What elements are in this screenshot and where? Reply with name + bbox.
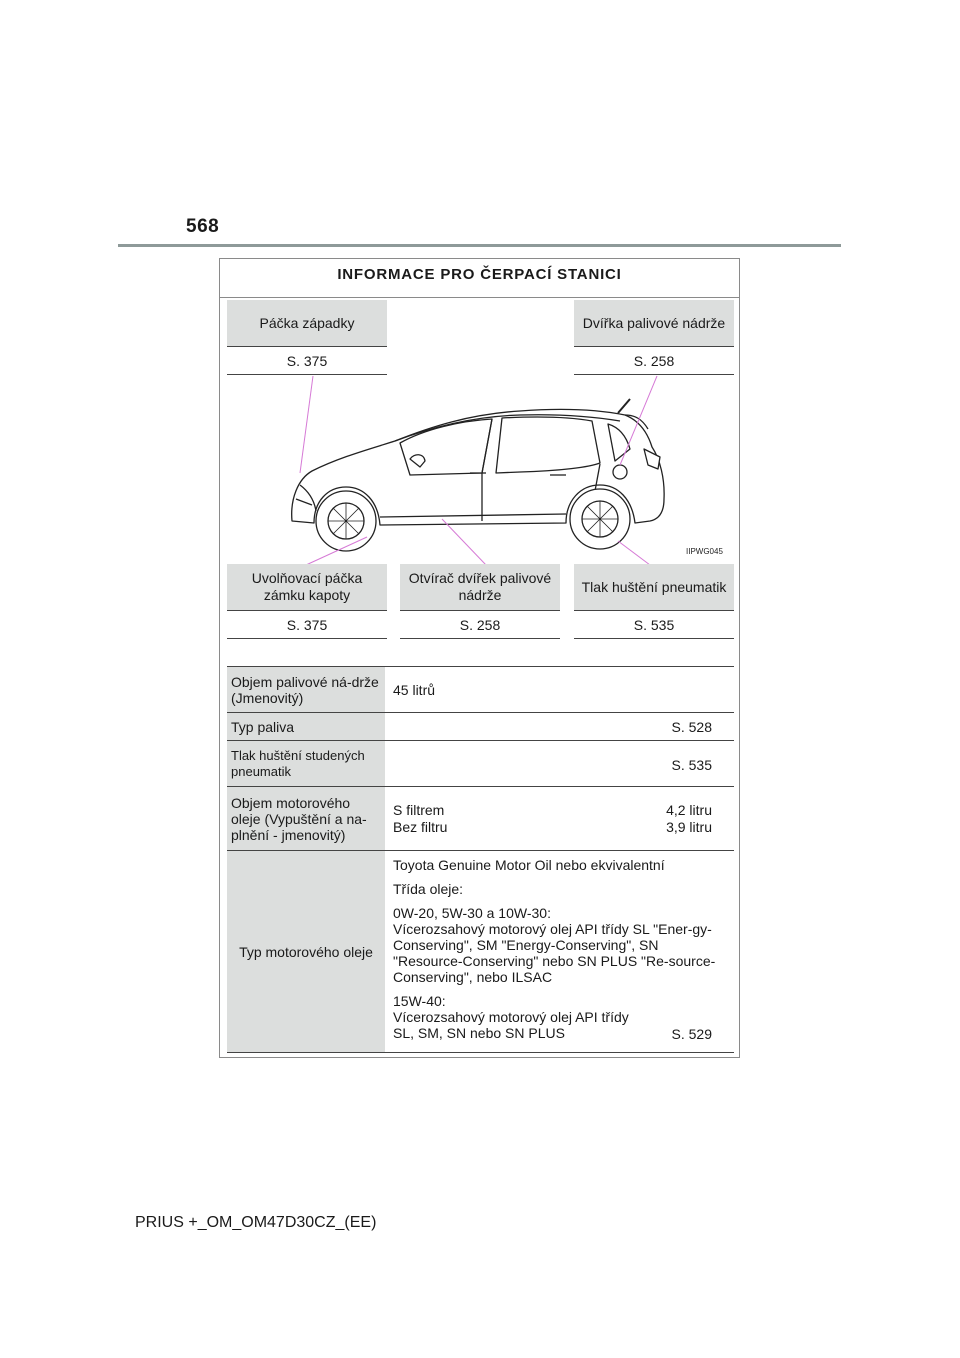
spec-row-fuel-tank <box>227 667 734 713</box>
fuel-tank-capacity: 45 litrů <box>393 682 436 698</box>
spec-value-fuel-tank <box>393 667 734 712</box>
page-number: 568 <box>186 216 220 237</box>
oil-without-filter-value: 3,9 litru <box>666 819 712 835</box>
tire-pressure-ref: S. 535 <box>671 757 712 773</box>
spec-value-tire-pressure <box>393 741 734 786</box>
oil-with-filter-label: S filtrem <box>393 802 445 818</box>
spec-key-oil-type: Typ motorového oleje <box>227 851 385 1052</box>
spec-value-fuel-type <box>393 713 734 740</box>
image-code: IIPWG045 <box>686 547 723 556</box>
fuel-type-ref: S. 528 <box>671 719 712 735</box>
callout-ref-hood-release: S. 375 <box>227 611 387 639</box>
spec-key-tire-pressure: Tlak huštění studených pneumatik <box>227 741 385 786</box>
car-illustration <box>220 259 741 579</box>
spec-value-oil-capacity <box>393 787 734 850</box>
callout-label-hood-latch: Páčka západky <box>227 300 387 347</box>
oil-type-line1: Toyota Genuine Motor Oil nebo ekvivalentní <box>393 857 665 873</box>
box-title: INFORMACE PRO ČERPACÍ STANICI <box>337 266 622 283</box>
spec-key-oil-capacity: Objem motorového oleje (Vypuštění a na-plnění - jmenovitý) <box>227 787 385 850</box>
callout-ref-fuel-door-opener: S. 258 <box>400 611 560 639</box>
oil-type-ref: S. 529 <box>671 1026 712 1042</box>
callout-ref-hood-latch: S. 375 <box>227 347 387 375</box>
spec-row-tire-pressure <box>227 741 734 787</box>
oil-grade2-title: 15W-40: <box>393 993 446 1009</box>
callout-label-fuel-door: Dvířka palivové nádrže <box>574 300 734 347</box>
callout-ref-fuel-door: S. 258 <box>574 347 734 375</box>
callout-ref-tire-pressure: S. 535 <box>574 611 734 639</box>
header-rule <box>118 244 841 247</box>
oil-grade2-text: Vícerozsahový motorový olej API třídy SL, SM, SN nebo SN PLUS <box>393 1009 629 1041</box>
spec-row-oil-capacity <box>227 787 734 851</box>
fuel-station-info-box <box>219 258 740 1058</box>
spec-key-fuel-tank: Objem palivové ná-drže (Jmenovitý) <box>227 667 385 712</box>
oil-without-filter-label: Bez filtru <box>393 819 448 835</box>
spec-row-oil-type <box>227 851 734 1053</box>
page-footer: PRIUS +_OM_OM47D30CZ_(EE) <box>135 1214 377 1231</box>
oil-type-line2: Třída oleje: <box>393 881 464 897</box>
spec-row-fuel-type <box>227 713 734 741</box>
oil-with-filter-value: 4,2 litru <box>666 802 712 818</box>
spec-key-fuel-type: Typ paliva <box>227 713 385 740</box>
oil-grade1-text: Vícerozsahový motorový olej API třídy SL "Ener-gy-Conserving", SM "Energy-Conserving", SN "Resource-Conserving" nebo SN PLUS "Re-source-Conserving", nebo ILSAC <box>393 921 716 985</box>
callout-label-tire-pressure: Tlak huštění pneumatik <box>574 564 734 611</box>
callout-label-fuel-door-opener: Otvírač dvířek palivové nádrže <box>400 564 560 611</box>
spec-value-oil-type <box>393 851 734 1052</box>
oil-grade1-title: 0W-20, 5W-30 a 10W-30: <box>393 905 551 921</box>
callout-label-hood-release: Uvolňovací páčka zámku kapoty <box>227 564 387 611</box>
